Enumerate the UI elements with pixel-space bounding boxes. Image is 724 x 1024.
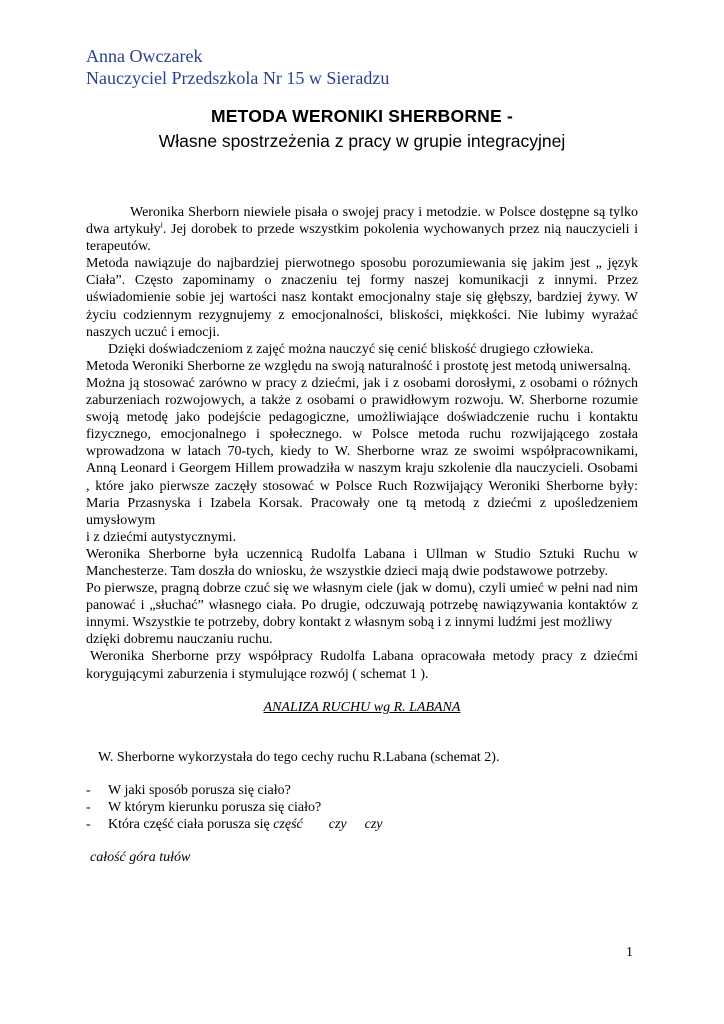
paragraph-8: Po pierwsze, pragną dobrze czuć się we własnym ciele (jak w domu), czyli umieć w pełni nad nim panować i „słuchać” własnego ciała. Po drugie, odczuwają potrzebę nawiązywania kontaktów z innymi. Wszystkie te potrzeby, dobry kontakt z własnym sobą i z innymi ludźmi jest możliwy [86, 581, 638, 631]
paragraph-1-text-end: . Jej dorobek to przede wszystkim pokolenia wychowanych przez nią nauczycieli i terapeutów. [86, 222, 638, 255]
list-item [86, 816, 638, 833]
paragraph-6: i z dziećmi autystycznymi. [86, 529, 237, 545]
document-subtitle: Własne spostrzeżenia z pracy w grupie integracyjnej [158, 131, 566, 151]
list-item: - W którym kierunku porusza się ciało? [86, 799, 638, 816]
author-role: Nauczyciel Przedszkola Nr 15 w Sieradzu [86, 68, 390, 88]
paragraph-2: Metoda nawiązuje do najbardziej pierwotnego sposobu porozumiewania się jakim jest „ język Ciała”. Często zapominamy o znaczeniu tej formy naszej komunikacji z innymi. Przez uświadomienie sobie jej wartości nasz kontakt emocjonalny staje się głębszy, bardziej żywy. W życiu codziennym rezygnujemy z emocjonalności, bliskości, miękkości. Nie lubimy wyrażać naszych uczuć i emocji. [86, 256, 638, 340]
paragraph-1-text: Weronika Sherborn niewiele pisała o swojej pracy i metodzie. w Polsce dostępne są tylko dwa artykuły [86, 205, 638, 238]
paragraph-10: Weronika Sherborne przy współpracy Rudolfa Labana opracowała metody pracy z dziećmi korygującymi zaburzenia i stymulujące rozwój ( schemat 1 ). [86, 649, 638, 682]
question-3-word: część [273, 817, 303, 832]
document-body [86, 204, 638, 866]
question-3-text: Która część ciała porusza się [108, 817, 270, 832]
paragraph-1 [86, 204, 638, 255]
paragraph-11: W. Sherborne wykorzystała do tego cechy ruchu R.Labana (schemat 2). [98, 749, 500, 765]
paragraph-5: Można ją stosować zarówno w pracy z dziećmi, jak i z osobami dorosłymi, z osobami o różnych zaburzeniach rozwojowych, a także z osobami o prawidłowym rozwoju. W. Sherborne rozumie swoją metodę jako podejście pedagogiczne, umożliwiające doświadczenie ruchu i kontaktu fizycznego, emocjonalnego i społecznego. w Polsce metoda ruchu rozwijającego została wprowadzona w latach 70-tych, kiedy to W. Sherborne wraz ze swoimi współpracownikami, Anną Leonard i Georgem Hillem prowadziła w naszym kraju szkolenie dla nauczycieli. Osobami , które jako pierwsze zaczęły stosować w Polsce Ruch Rozwijający Weroniki Sherborne były: Maria Przasnyska i Izabela Korsak. Pracowały one tą metodą z dziećmi z upośledzeniem umysłowym [86, 375, 638, 528]
paragraph-7: Weronika Sherborne była uczennicą Rudolfa Labana i Ullman w Studio Sztuki Ruchu w Manchesterze. Tam doszła do wniosku, że wszystkie dzieci mają dwie podstawowe potrzeby. [86, 546, 638, 579]
paragraph-4: Metoda Weroniki Sherborne ze względu na swoją naturalność i prostotę jest metodą uniwersalną. [86, 358, 631, 374]
question-3-word: czy [364, 817, 383, 832]
author-name: Anna Owczarek [86, 46, 203, 66]
footnote-marker[interactable]: i [160, 220, 163, 230]
list-item: - W jaki sposób porusza się ciało? [86, 782, 638, 799]
paragraph-9: dzięki dobremu nauczaniu ruchu. [86, 632, 273, 648]
document-title: METODA WERONIKI SHERBORNE - [211, 106, 513, 126]
paragraph-3: Dzięki doświadczeniom z zajęć można nauczyć się cenić bliskość drugiego człowieka. [108, 341, 594, 357]
body-parts-line: całość góra tułów [90, 850, 191, 866]
question-list [86, 782, 638, 833]
page-number: 1 [626, 945, 633, 960]
question-3-word: czy [328, 817, 347, 832]
section-heading: ANALIZA RUCHU wg R. LABANA [263, 699, 461, 715]
